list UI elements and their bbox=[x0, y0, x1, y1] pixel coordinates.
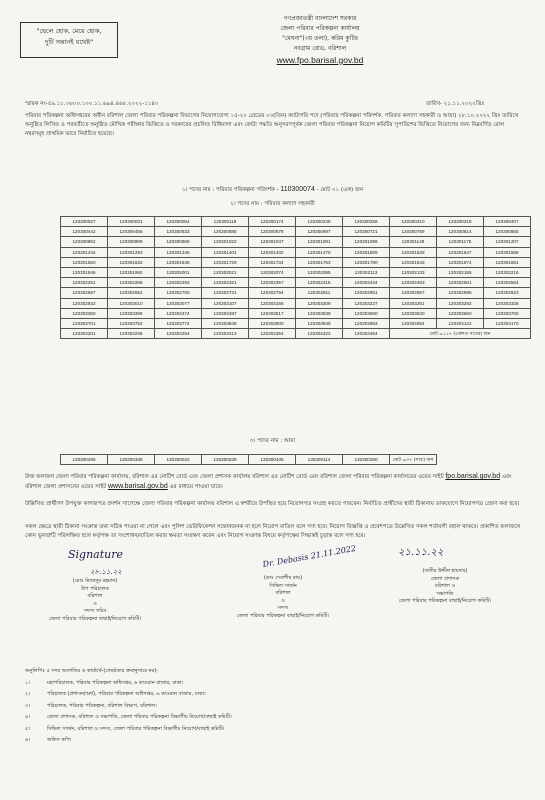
collection-paragraph: উল্লিখিত প্রার্থীগণ উপযুক্ত কাগজপত্র প্রদর্শন সাপেক্ষে জেলা পরিবার পরিকল্পনা কার্যালয় বরিশাল এ স্বশরীরে উপস্থিত হয়ে নিয়োগপত্র সংগ্রহ করতে পারবেন। নির্বাচিত প্রার্থীদের স্থায়ী ঠিকানায় ডাকযোগে নিয়োগপত্র প্রেরণ করা হবে। bbox=[25, 501, 520, 507]
roll-cell: 120301646 bbox=[155, 257, 202, 267]
roll-cell: 120303166 bbox=[249, 298, 296, 308]
post3-label: ৩। পদের নাম : আয়া bbox=[249, 438, 296, 444]
list-item-number: ৩। bbox=[25, 702, 31, 709]
roll-cell: 120303701 bbox=[61, 318, 108, 328]
roll-cell: 120301432 bbox=[249, 247, 296, 257]
roll-cell: 120301047 bbox=[249, 237, 296, 247]
roll-cell: 120300456 bbox=[108, 227, 155, 237]
slogan-line: "ছেলে হোক, মেয়ে হোক, bbox=[36, 27, 102, 35]
roll-cell: 120302085 bbox=[296, 267, 343, 277]
roll-cell: 120303474 bbox=[155, 308, 202, 318]
list-item-number: ৪। bbox=[25, 714, 31, 720]
roll-cell: 120300027 bbox=[61, 217, 108, 227]
table-row bbox=[61, 318, 531, 328]
roll-cell: 120300238 bbox=[296, 217, 343, 227]
roll-cell: 120303983 bbox=[343, 318, 390, 328]
roll-cell: 120302113 bbox=[343, 267, 390, 277]
sig-line: বরিশাল bbox=[87, 593, 103, 599]
total-cell: মোট =১১৭ (একশত সতের) জন bbox=[390, 329, 531, 339]
roll-cell: 120300814 bbox=[437, 227, 484, 237]
roll-cell: 120302001 bbox=[155, 267, 202, 277]
sig-line: সদস্য সচিব bbox=[83, 608, 107, 614]
roll-cell: 120301091 bbox=[296, 237, 343, 247]
roll-cell: 120301470 bbox=[296, 247, 343, 257]
roll-cell: 120303539 bbox=[296, 308, 343, 318]
slogan-line: দুটি সন্তানই যথেষ্ট" bbox=[44, 38, 94, 46]
roll-cell: 120301843 bbox=[390, 257, 437, 267]
roll-cell: 120301176 bbox=[437, 237, 484, 247]
roll-cell: 120301022 bbox=[202, 237, 249, 247]
roll-cell: 120303660 bbox=[437, 308, 484, 318]
roll-cell: 120300909 bbox=[108, 237, 155, 247]
roll-cell: 120300310 bbox=[390, 217, 437, 227]
roll-cell: 120304236 bbox=[108, 329, 155, 339]
roll-cell: 120301244 bbox=[61, 247, 108, 257]
roll-cell: 120303949 bbox=[296, 318, 343, 328]
notice-text: উক্ত ফলাফল জেলা পরিবার পরিকল্পনা কার্যালয়, বরিশাল এর নোটিশ বোর্ড এবং জেলা প্রশাসক কার্যালয় বরিশাল এর নোটিশ বোর্ড এবং বরিশাল জেলা পরিবার পরিকল্পনা কার্যালয়ের ওয়েব সাইট bbox=[25, 474, 444, 480]
roll-cell: 120302321 bbox=[202, 278, 249, 288]
table-row bbox=[61, 257, 531, 267]
notice-text-mid: এবং বরিশাল জেলা প্রশাসনের ওয়েব সাইট bbox=[25, 474, 512, 490]
roll-cell: 120303360 bbox=[61, 308, 108, 318]
total-cell: মোট =০৭ (সাত) জন bbox=[390, 455, 437, 465]
sig-line: (মোঃ মিজানুর রহমান) bbox=[72, 578, 118, 584]
table-row bbox=[61, 329, 531, 339]
list-item-number: ১। bbox=[25, 679, 31, 686]
roll-cell: 120304201 bbox=[61, 329, 108, 339]
roll-cell: 120301509 bbox=[343, 247, 390, 257]
roll-cell: 120300969 bbox=[155, 237, 202, 247]
roll-cell: 120302268 bbox=[108, 278, 155, 288]
post1-count: - মোট ০১ (এক) জন bbox=[316, 187, 364, 193]
roll-cell: 120304464 bbox=[343, 329, 390, 339]
letterhead bbox=[200, 14, 440, 67]
slogan-box bbox=[20, 22, 118, 58]
roll-cell: 120300118 bbox=[202, 217, 249, 227]
roll-cell: 120300442 bbox=[61, 227, 108, 237]
roll-cell: 120301401 bbox=[202, 247, 249, 257]
roll-cell: 120303010 bbox=[108, 298, 155, 308]
roll-cell: 120301632 bbox=[108, 257, 155, 267]
roll-cell: 120302251 bbox=[61, 278, 108, 288]
sig-line: সদস্য bbox=[277, 605, 289, 611]
roll-cell: 120300678 bbox=[249, 227, 296, 237]
list-item bbox=[25, 701, 232, 713]
table-row bbox=[61, 278, 531, 288]
signature-left: Signature bbox=[68, 548, 124, 561]
table-row bbox=[61, 217, 531, 227]
roll-cell: 120302587 bbox=[61, 288, 108, 298]
post1-line bbox=[0, 186, 545, 195]
roll-cell: 120302444 bbox=[343, 278, 390, 288]
roll-cell: 120300697 bbox=[296, 227, 343, 237]
roll-cell: 120301763 bbox=[296, 257, 343, 267]
roll-cell: 120303227 bbox=[343, 298, 390, 308]
roll-cell: 120301734 bbox=[249, 257, 296, 267]
table-row bbox=[61, 247, 531, 257]
memo-number: স্মারক নং-৫৯.১১.০৬০০.১০০.১১.৬৯৪.৪৬৮.২০২২-১১৪০ bbox=[25, 101, 159, 107]
sig-line: বরিশাল ও bbox=[434, 583, 456, 589]
roll-cell: 120302501 bbox=[437, 278, 484, 288]
roll-cell: 120300259 bbox=[343, 217, 390, 227]
roll-cell: 120303396 bbox=[108, 308, 155, 318]
roll-cell: 120302794 bbox=[249, 288, 296, 298]
signature-mid: Dr. Debasis 21.11.2022 bbox=[261, 543, 357, 570]
roll-cell: 120302453 bbox=[390, 278, 437, 288]
roll-cell: 120303077 bbox=[155, 298, 202, 308]
roll-cell: 120301550 bbox=[61, 257, 108, 267]
roll-cell: 120303752 bbox=[108, 318, 155, 328]
roll-cell: 120301293 bbox=[108, 247, 155, 257]
list-item-text: মহাপরিচালক, পরিবার পরিকল্পনা অধিদপ্তর, ৬ কাওরান বাজার, ঢাকা। bbox=[47, 679, 184, 686]
list-item-text: জেলা প্রশাসক, বরিশাল ও সভাপতি, জেলা পরিবার পরিকল্পনা বিভাগীয় নিয়োগ/বাছাই কমিটি। bbox=[47, 714, 232, 720]
roll-cell: 120300855 bbox=[484, 227, 531, 237]
list-item-number: ৬। bbox=[25, 737, 31, 743]
roll-cell: 120301992 bbox=[108, 267, 155, 277]
roll-cell: 120302216 bbox=[484, 267, 531, 277]
intro-paragraph: পরিবার পরিকল্পনা অধিদপ্তরের অধীন বরিশাল জেলা পরিবার পরিকল্পনা বিভাগের নিয়োগযোগ্য ১৫-২০ গ্রেডের ০৩(তিন) ক্যাটাগরি পদে (পরিবার পরিকল্পনা পরিদর্শক, পরিবার কল্যাণ সহকারী ও আয়া) ২৮.১০.২০২২ খ্রিঃ তারিখে অনুষ্ঠিত লিখিত ও পরবর্তীতে অনুষ্ঠিত মৌখিক পরীক্ষার ভিত্তিতে ও সরকারের প্রচলিত বিধিমালা এবং কোটা পদ্ধতি অনুসরণপূর্বক জেলা পরিবার পরিকল্পনা নিয়োগ কমিটির সুপারিশের ভিত্তিতে নিয়োগের জন্য নিম্নবর্ণিত রোল নম্বরসমূহ প্রাথমিক ভাবে নির্বাচিত হয়েছে। bbox=[25, 113, 519, 137]
table-row bbox=[61, 237, 531, 247]
roll-cell: 120303261 bbox=[390, 298, 437, 308]
table-row bbox=[61, 298, 531, 308]
roll-cell: 120300585 bbox=[202, 227, 249, 237]
roll-cell: 120300031 bbox=[108, 217, 155, 227]
result-notice-paragraph bbox=[25, 472, 525, 492]
sig-line: জেলা পরিবার পরিকল্পনা বাছাই/নিয়োগ কমিটি। bbox=[236, 612, 330, 619]
roll-cell: 120302564 bbox=[484, 278, 531, 288]
sig-line: (ডাঃ দেবাশীষ রায়) bbox=[263, 575, 303, 581]
list-item-text: অফিস কপি। bbox=[47, 737, 72, 743]
roll-cell: 120303900 bbox=[249, 318, 296, 328]
letterhead-line: "মেঘনা"(৩য় তলা), করিম কুটির bbox=[282, 35, 358, 42]
roll-cell: 120302867 bbox=[390, 288, 437, 298]
list-item bbox=[25, 724, 232, 736]
roll-cell: 120304354 bbox=[249, 329, 296, 339]
dc-website-link[interactable]: www.barisal.gov.bd bbox=[107, 483, 168, 490]
sig-line: জেলা পরিবার পরিকল্পনা বাছাই/নিয়োগ কমিটি। bbox=[398, 598, 492, 604]
roll-cell: 120303282 bbox=[437, 298, 484, 308]
list-item bbox=[25, 735, 232, 747]
roll-cell: 120301569 bbox=[484, 247, 531, 257]
roll-cell: 120300721 bbox=[343, 227, 390, 237]
list-item bbox=[25, 678, 232, 690]
list-item-text: সিভিল সার্জন, বরিশাল ও সদস্য, জেলা পরিবার পরিকল্পনা বিভাগীয় নিয়োগ/বাছাই কমিটি। bbox=[47, 725, 225, 732]
signature-right: ২১.১১.২২ bbox=[398, 547, 444, 558]
roll-cell: 120302811 bbox=[296, 288, 343, 298]
sig-line: সভাপতি bbox=[436, 590, 454, 597]
table-row bbox=[61, 288, 531, 298]
roll-cell: 120302851 bbox=[343, 288, 390, 298]
roll-cell: 120300862 bbox=[61, 237, 108, 247]
list-item-number: ২। bbox=[25, 691, 31, 697]
roll-cell: 120303517 bbox=[249, 308, 296, 318]
roll-cell: 120303848 bbox=[202, 318, 249, 328]
roll-cell: 130300338 bbox=[108, 455, 155, 465]
roll-cell: 120303209 bbox=[296, 298, 343, 308]
roll-cell: 120304084 bbox=[390, 318, 437, 328]
roll-cell: 120303487 bbox=[202, 308, 249, 318]
roll-cell: 120302293 bbox=[155, 278, 202, 288]
sig-line: (জসীম উদ্দীন হায়দার) bbox=[422, 568, 468, 574]
roll-cell: 120301207 bbox=[484, 237, 531, 247]
fpo-website-link[interactable]: fpo.barisal.gov.bd bbox=[445, 473, 501, 480]
roll-cell: 120302923 bbox=[484, 288, 531, 298]
conditions-paragraph: সকল ক্ষেত্রে স্থায়ী ঠিকানা সংক্রান্ত তথ্য সঠিক পাওয়া না গেলে এবং পুলিশ ভেরিফিকেশন সন্তোষজনক না হলে নিয়োগ বাতিল বলে গণ্য হবে। নিয়োগ বিজ্ঞপ্তি ও প্রবেশপত্রে উল্লেখিত সকল শর্তাবলী বহাল থাকবে। প্রকাশিত ফলাফলে কোন ভুলত্রুটি পরিলক্ষিত হলে কর্তৃপক্ষ তা সংশোধন/বাতিল করার ক্ষমতা সংরক্ষণ করেন এবং নিয়োগ সংক্রান্ত বিষয়ে কর্তৃপক্ষের সিদ্ধান্তই চূড়ান্ত বলে গণ্য হবে। bbox=[25, 524, 521, 539]
roll-cell: 120300533 bbox=[155, 227, 202, 237]
roll-cell: 120300318 bbox=[437, 217, 484, 227]
roll-cell: 130300114 bbox=[296, 455, 343, 465]
table-row bbox=[61, 308, 531, 318]
table-row bbox=[61, 267, 531, 277]
post2-label: ২। পদের নাম : পরিবার কল্যাণ সহকারী bbox=[230, 201, 315, 207]
roll-cell: 120303700 bbox=[484, 308, 531, 318]
roll-cell: 130300039 bbox=[202, 455, 249, 465]
roll-cell: 120301780 bbox=[343, 257, 390, 267]
list-item-number: ৫। bbox=[25, 725, 31, 732]
roll-cell: 120300759 bbox=[390, 227, 437, 237]
memo-date: তারিখ- ২১.১১.২০২২খ্রিঃ bbox=[426, 101, 485, 107]
sig-line: উপ পরিচালক bbox=[81, 585, 109, 592]
notice-text-end: এর মাধ্যমে পাওয়া যাবে। bbox=[169, 484, 223, 490]
signatory-right bbox=[385, 568, 505, 606]
roll-cell: 120302895 bbox=[437, 288, 484, 298]
roll-cell: 120300407 bbox=[484, 217, 531, 227]
sig-line: ও bbox=[281, 597, 285, 604]
roll-cell: 120302700 bbox=[155, 288, 202, 298]
roll-cell: 120303560 bbox=[343, 308, 390, 318]
roll-cell: 120302652 bbox=[108, 288, 155, 298]
roll-cell: 120302731 bbox=[202, 288, 249, 298]
roll-cell: 120304170 bbox=[484, 318, 531, 328]
table-row bbox=[61, 227, 531, 237]
list-item-text: পরিচালক (প্রশাসন/অর্থ), পরিবার পরিকল্পনা অধিদপ্তর, ৬ কাওরান বাজার, ঢাকা। bbox=[47, 691, 206, 697]
roll-cell: 120302021 bbox=[202, 267, 249, 277]
roll-table-fwa bbox=[60, 216, 531, 339]
roll-cell: 120300174 bbox=[249, 217, 296, 227]
roll-table-aya bbox=[60, 454, 437, 465]
roll-cell: 120303774 bbox=[155, 318, 202, 328]
copy-distribution-list bbox=[25, 666, 232, 747]
roll-cell: 120303630 bbox=[390, 308, 437, 318]
roll-cell: 120301729 bbox=[202, 257, 249, 267]
roll-cell: 130300280 bbox=[343, 455, 390, 465]
roll-cell: 130300032 bbox=[155, 455, 202, 465]
roll-cell: 120302357 bbox=[249, 278, 296, 288]
roll-cell: 130300435 bbox=[249, 455, 296, 465]
roll-cell: 120302155 bbox=[437, 267, 484, 277]
roll-cell: 120302416 bbox=[296, 278, 343, 288]
signatory-left bbox=[40, 578, 150, 623]
letterhead-line: জেলা পরিবার পরিকল্পনা কার্যালয় bbox=[280, 25, 360, 32]
roll-cell: 120301346 bbox=[155, 247, 202, 257]
roll-cell: 120301946 bbox=[61, 267, 108, 277]
list-item bbox=[25, 712, 232, 724]
roll-cell: 120300054 bbox=[155, 217, 202, 227]
roll-cell: 120301891 bbox=[484, 257, 531, 267]
roll-cell: 120301528 bbox=[390, 247, 437, 257]
letterhead-line: নবগ্রাম রোড, বরিশাল bbox=[293, 45, 347, 52]
roll-cell: 120303328 bbox=[484, 298, 531, 308]
roll-cell: 120304122 bbox=[437, 318, 484, 328]
roll-cell: 120301099 bbox=[343, 237, 390, 247]
roll-cell: 120301874 bbox=[437, 257, 484, 267]
roll-cell: 120304254 bbox=[155, 329, 202, 339]
sig-line: বরিশাল bbox=[275, 590, 291, 596]
signatory-mid bbox=[228, 575, 338, 620]
sig-line: সিভিল সার্জন bbox=[269, 582, 297, 589]
sig-line: জেলা পরিবার পরিকল্পনা বাছাই/নিয়োগ কমিটি। bbox=[48, 615, 142, 622]
table-row bbox=[61, 455, 437, 465]
copy-heading: অনুলিপিঃ ৫ সদয় অবগতির ও কার্যার্থে-(জ্যেষ্ঠতার ক্রমানুসারে নয়)- bbox=[25, 668, 159, 674]
roll-cell: 120304422 bbox=[296, 329, 343, 339]
sig-line: ও bbox=[93, 600, 97, 607]
roll-cell: 130300298 bbox=[61, 455, 108, 465]
roll-cell: 120302932 bbox=[61, 298, 108, 308]
roll-cell: 120302074 bbox=[249, 267, 296, 277]
list-item bbox=[25, 689, 232, 701]
sig-line: জেলা প্রশাসক bbox=[430, 575, 460, 582]
roll-cell: 120302133 bbox=[390, 267, 437, 277]
signature-left-date: ২৮.১১.২২ bbox=[90, 568, 122, 576]
list-item-text: পরিচালক, পরিবার পরিকল্পনা, বরিশাল বিভাগ, বরিশাল। bbox=[47, 702, 157, 709]
post1-roll: 110300074 bbox=[280, 186, 315, 193]
website-link[interactable]: www.fpo.barisal.gov.bd bbox=[276, 55, 364, 65]
roll-cell: 120303107 bbox=[202, 298, 249, 308]
roll-cell: 120301148 bbox=[390, 237, 437, 247]
post1-label: ১। পদের নাম : পরিবার পরিকল্পনা পরিদর্শক - bbox=[181, 187, 279, 193]
letterhead-line: গণপ্রজাতন্ত্রী বাংলাদেশ সরকার bbox=[283, 15, 357, 22]
roll-cell: 120304313 bbox=[202, 329, 249, 339]
roll-cell: 120301547 bbox=[437, 247, 484, 257]
